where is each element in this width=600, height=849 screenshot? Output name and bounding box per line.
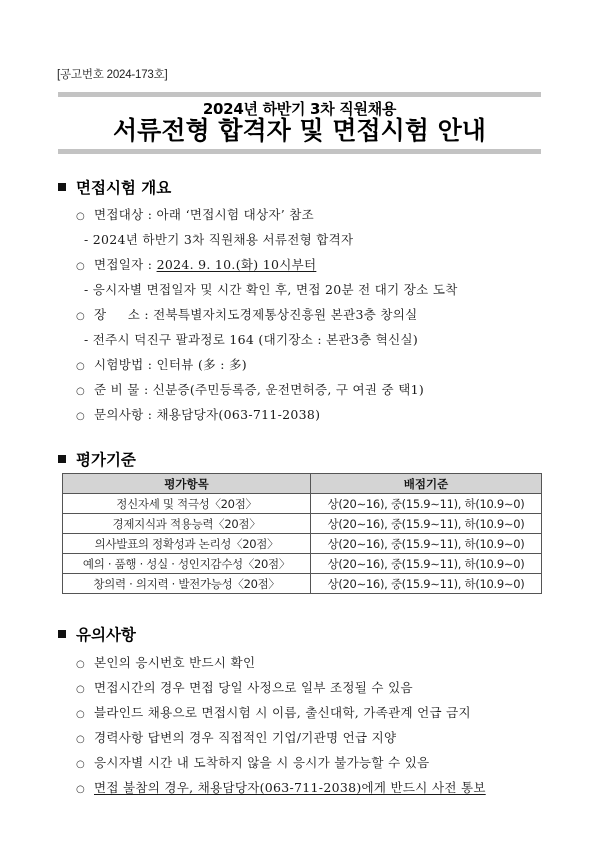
table-row (63, 534, 542, 554)
square-bullet-icon (58, 455, 66, 463)
circle-bullet-icon: ○ (76, 411, 86, 422)
line-text: - 응시자별 면접일자 및 시간 확인 후, 면접 20분 전 대기 장소 도착 (84, 282, 458, 297)
square-bullet-icon (58, 183, 66, 191)
line-text: 문의사항 : 채용담당자(063-711-2038) (94, 407, 321, 422)
criteria-item: 의사발표의 정확성과 논리성〈20점〉 (63, 534, 311, 554)
note-item (76, 653, 255, 671)
table-row (63, 554, 542, 574)
note-text: 본인의 응시번호 반드시 확인 (94, 655, 256, 670)
table-row (63, 494, 542, 514)
title-bar-top (58, 92, 541, 97)
criteria-score: 상(20∼16), 중(15.9∼11), 하(10.9∼0) (311, 494, 542, 514)
note-item (76, 778, 486, 796)
overview-line-method (76, 355, 247, 373)
overview-line-date (76, 255, 316, 273)
criteria-score: 상(20∼16), 중(15.9∼11), 하(10.9∼0) (311, 554, 542, 574)
note-text-absence-notice: 면접 불참의 경우, 채용담당자(063-711-2038)에게 반드시 사전 통보 (94, 780, 486, 795)
overview-line-date-detail (84, 280, 458, 298)
overview-line-materials (76, 380, 424, 398)
criteria-item: 창의력 · 의지력 · 발전가능성〈20점〉 (63, 574, 311, 594)
note-text: 응시자별 시간 내 도착하지 않을 시 응시가 불가능할 수 있음 (94, 755, 430, 770)
table-row (63, 514, 542, 534)
note-item (76, 678, 413, 696)
section-heading-notes (58, 623, 136, 645)
overview-line-place-detail (84, 330, 418, 348)
line-text: 장 소 : 전북특별자치도경제통상진흥원 본관3층 창의실 (94, 307, 418, 322)
circle-bullet-icon: ○ (76, 659, 86, 670)
table-header-row (63, 474, 542, 494)
note-text: 경력사항 답변의 경우 직접적인 기업/기관명 언급 지양 (94, 730, 397, 745)
note-item (76, 703, 471, 721)
section-title: 평가기준 (76, 450, 136, 469)
column-header-score: 배점기준 (311, 474, 542, 494)
circle-bullet-icon: ○ (76, 759, 86, 770)
note-item (76, 728, 396, 746)
section-title: 면접시험 개요 (76, 178, 172, 197)
document-title: 서류전형 합격자 및 면접시험 안내 (113, 116, 486, 145)
criteria-item: 예의 · 품행 · 성실 · 성인지감수성〈20점〉 (63, 554, 311, 574)
circle-bullet-icon: ○ (76, 261, 86, 272)
section-heading-overview (58, 176, 171, 198)
line-text: 시험방법 : 인터뷰 (多 : 多) (94, 357, 247, 372)
note-text: 블라인드 채용으로 면접시험 시 이름, 출신대학, 가족관계 언급 금지 (94, 705, 471, 720)
criteria-score: 상(20∼16), 중(15.9∼11), 하(10.9∼0) (311, 574, 542, 594)
circle-bullet-icon: ○ (76, 386, 86, 397)
title-bar-bottom (58, 149, 541, 154)
column-header-item: 평가항목 (63, 474, 311, 494)
circle-bullet-icon: ○ (76, 211, 86, 222)
criteria-item: 경제지식과 적용능력〈20점〉 (63, 514, 311, 534)
overview-line-place (76, 305, 417, 323)
circle-bullet-icon: ○ (76, 709, 86, 720)
document-subtitle: 2024년 하반기 3차 직원채용 (202, 100, 397, 118)
circle-bullet-icon: ○ (76, 684, 86, 695)
circle-bullet-icon: ○ (76, 734, 86, 745)
criteria-score: 상(20∼16), 중(15.9∼11), 하(10.9∼0) (311, 514, 542, 534)
line-text: 면접대상 : 아래 ‘면접시험 대상자’ 참조 (94, 207, 315, 222)
note-item (76, 753, 429, 771)
overview-line-contact (76, 405, 320, 423)
criteria-table (62, 473, 542, 594)
overview-line-target (76, 205, 314, 223)
line-text: 준 비 물 : 신분증(주민등록증, 운전면허증, 구 여권 중 택1) (94, 382, 425, 397)
line-text: - 2024년 하반기 3차 직원채용 서류전형 합격자 (84, 232, 354, 247)
note-text: 면접시간의 경우 면접 당일 사정으로 일부 조정될 수 있음 (94, 680, 413, 695)
overview-line-target-detail (84, 230, 353, 248)
circle-bullet-icon: ○ (76, 784, 86, 795)
interview-date: 2024. 9. 10.(화) 10시부터 (156, 257, 317, 272)
table-row (63, 574, 542, 594)
section-heading-criteria (58, 448, 136, 470)
line-text: - 전주시 덕진구 팔과정로 164 (대기장소 : 본관3층 혁신실) (84, 332, 419, 347)
circle-bullet-icon: ○ (76, 361, 86, 372)
circle-bullet-icon: ○ (76, 311, 86, 322)
criteria-score: 상(20∼16), 중(15.9∼11), 하(10.9∼0) (311, 534, 542, 554)
notice-number: [공고번호 2024-173호] (57, 69, 168, 81)
line-label: 면접일자 : (94, 257, 157, 272)
criteria-item: 정신자세 및 적극성〈20점〉 (63, 494, 311, 514)
square-bullet-icon (58, 630, 66, 638)
section-title: 유의사항 (76, 625, 136, 644)
